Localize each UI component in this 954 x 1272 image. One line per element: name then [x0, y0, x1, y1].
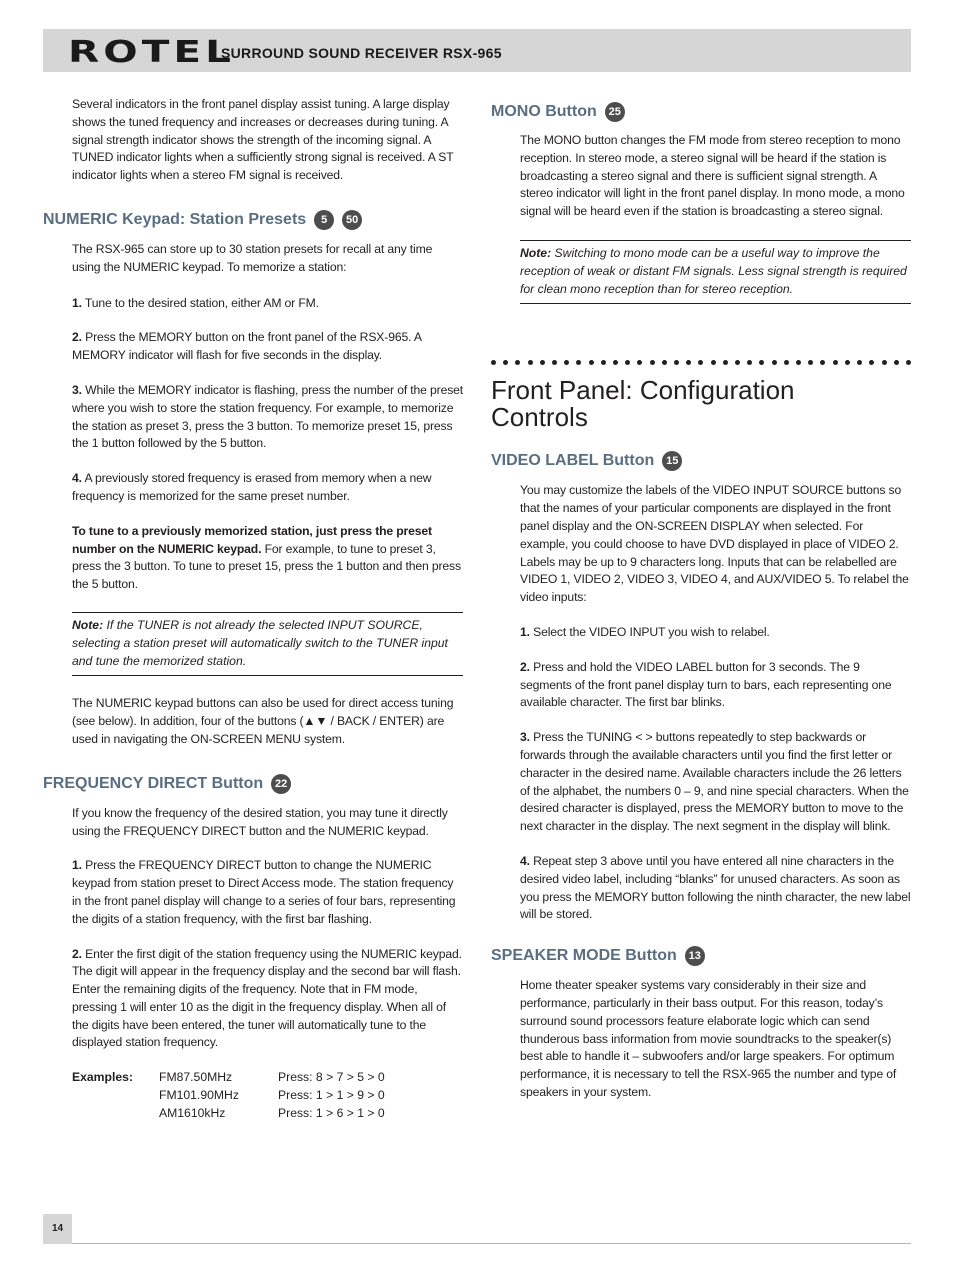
- step-number: 4.: [72, 471, 82, 486]
- step-text: Repeat step 3 above until you have entered all nine characters in the desired video label, including “blanks” for unused characters. As soon as you press the MEMORY button following the ninth character, the new label will be stored.: [520, 853, 911, 922]
- step-number: 3.: [520, 730, 530, 745]
- example-press: Press: 1 > 1 > 9 > 0: [278, 1088, 385, 1103]
- step-text: Press the TUNING < > buttons repeatedly to step backwards or forwards through the available characters until you find the first letter or character in the desired name. Available characters include the 26 letters of the alphabet, the numbers 0 – 9, and nine special characters. When the desired character is displayed, press the MEMORY button to move to the next character in the display. The next segment in the display will blink.: [520, 730, 909, 834]
- callout-badge: 50: [342, 210, 362, 230]
- example-press: Press: 8 > 7 > 5 > 0: [278, 1070, 385, 1085]
- step-number: 1.: [520, 624, 530, 639]
- numeric-note: [72, 612, 463, 676]
- mono-heading: [491, 102, 911, 122]
- step-number: 2.: [72, 946, 82, 961]
- speaker-heading-text: SPEAKER MODE Button: [491, 947, 677, 965]
- callout-badge: 25: [605, 102, 625, 122]
- rotel-logo: ROTEL: [68, 35, 235, 70]
- speaker-text: Home theater speaker systems vary considerably in their size and performance, particularly in their bass output. For this reason, today’s surround sound processors feature elaborate logic which can send thunderous bass information from movie soundtracks to the speaker(s) best able to handle it – subwoofers and/or large speakers. For optimum performance, it is necessary to tell the RSX-965 the number and type of speakers in your system.: [520, 978, 897, 1099]
- numeric-step: [72, 295, 463, 313]
- step-text: Select the VIDEO INPUT you wish to relabel.: [533, 624, 770, 639]
- numeric-step: [72, 329, 463, 365]
- video-step: [520, 853, 911, 924]
- speaker-heading: [491, 946, 911, 966]
- step-number: 1.: [72, 295, 82, 310]
- freq-heading: [43, 774, 463, 794]
- recall-text: For example, to tune to preset 3, press the 3 button. To tune to preset 15, press the 1 button and then press the 5 button.: [72, 541, 461, 592]
- recall-bold: To tune to a previously memorized station, just press the preset number on the NUMERIC keypad.: [72, 523, 432, 556]
- page-number: 14: [51, 1223, 64, 1234]
- example-row: [72, 1069, 385, 1087]
- footer-rule: [72, 1243, 911, 1244]
- freq-step: [72, 857, 463, 928]
- numeric-heading: [43, 210, 463, 230]
- step-text: Press and hold the VIDEO LABEL button for 3 seconds. The 9 segments of the front panel display turn to bars, each representing one available character. The first bar blinks.: [520, 659, 892, 710]
- callout-badge: 15: [662, 451, 682, 471]
- video-heading: [491, 451, 911, 471]
- header-title: SURROUND SOUND RECEIVER RSX-965: [221, 45, 502, 61]
- note-text: If the TUNER is not already the selected INPUT SOURCE, selecting a station preset will automatically switch to the TUNER input and tune the memorized station.: [72, 617, 448, 668]
- tuning-intro: Several indicators in the front panel display assist tuning. A large display shows the tuned frequency and increases or decreases during tuning. A signal strength indicator shows the strength of the incoming signal. A TUNED indicator lights when a sufficiently strong signal is received. A ST indicator lights when a stereo FM signal is received.: [72, 97, 454, 183]
- step-text: Press the FREQUENCY DIRECT button to change the NUMERIC keypad from station preset to Direct Access mode. The station frequency in the front panel display will change to a series of four bars, representing the digits of a station frequency, with the first bar flashing.: [72, 858, 456, 926]
- example-press: Press: 1 > 6 > 1 > 0: [278, 1105, 385, 1120]
- left-column: [43, 96, 463, 1123]
- numeric-intro: The RSX-965 can store up to 30 station presets for recall at any time using the NUMERIC keypad. To memorize a station:: [72, 241, 433, 274]
- video-step: [520, 659, 911, 712]
- numeric-heading-text: NUMERIC Keypad: Station Presets: [43, 210, 307, 228]
- callout-badge: 13: [685, 946, 705, 966]
- freq-intro: If you know the frequency of the desired station, you may tune it directly using the FREQUENCY DIRECT button and the NUMERIC keypad.: [72, 805, 448, 838]
- examples-table: [72, 1069, 463, 1122]
- example-freq: FM87.50MHz: [159, 1070, 233, 1085]
- step-number: 4.: [520, 853, 530, 868]
- right-column: [491, 96, 911, 1102]
- mono-note: [520, 240, 911, 304]
- note-label: Note:: [520, 245, 552, 260]
- example-freq: FM101.90MHz: [159, 1088, 239, 1103]
- step-number: 3.: [72, 382, 82, 397]
- freq-heading-text: FREQUENCY DIRECT Button: [43, 774, 264, 792]
- note-text: Switching to mono mode can be a useful way to improve the reception of weak or distant FM signals. Less signal strength is required for clean mono reception than for stereo reception.: [520, 245, 907, 296]
- callout-badge: 22: [271, 774, 291, 794]
- step-text: While the MEMORY indicator is flashing, press the number of the preset where you wish to store the station frequency. For example, to memorize the station as preset 3, press the 3 button. To memorize preset 15, press the 1 button followed by the 5 button.: [72, 382, 464, 451]
- video-step: [520, 729, 911, 836]
- step-number: 2.: [520, 659, 530, 674]
- numeric-after-note: The NUMERIC keypad buttons can also be used for direct access tuning (see below). In addition, four of the buttons (▲▼ / BACK / ENTER) are used in navigating the ON-SCREEN MENU system.: [72, 696, 454, 746]
- freq-step: [72, 946, 463, 1053]
- step-number: 1.: [72, 858, 82, 873]
- example-freq: AM1610kHz: [159, 1105, 226, 1120]
- dotted-divider: [491, 360, 911, 368]
- examples-label: Examples:: [72, 1070, 133, 1085]
- recall-paragraph: [72, 523, 463, 594]
- header-bar: [43, 29, 911, 72]
- numeric-step: [72, 382, 463, 453]
- page-number-box: [43, 1214, 72, 1244]
- step-number: 2.: [72, 330, 82, 345]
- step-text: A previously stored frequency is erased from memory when a new frequency is memorized for the same preset number.: [72, 471, 432, 503]
- example-row: [72, 1105, 385, 1123]
- numeric-step: [72, 470, 463, 506]
- mono-text: The MONO button changes the FM mode from stereo reception to mono reception. In stereo mode, a stereo signal will be heard if the station is broadcasting a stereo signal and there is sufficient signal strength. A stereo indicator will light in the front panel display. In mono mode, a mono signal will be heard even if the station is broadcasting a stereo signal.: [520, 133, 905, 219]
- step-text: Tune to the desired station, either AM or FM.: [84, 295, 319, 310]
- section-title: Front Panel: Configuration Controls: [491, 375, 795, 433]
- step-text: Press the MEMORY button on the front panel of the RSX-965. A MEMORY indicator will flash for five seconds in the display.: [72, 330, 422, 363]
- example-row: [72, 1087, 385, 1105]
- video-intro: You may customize the labels of the VIDEO INPUT SOURCE buttons so that the names of your particular components are displayed in the front panel display and the ON-SCREEN DISPLAY when selected. For example, you could choose to have DVD displayed in place of VIDEO 2. Labels may be up to 9 characters long. Inputs that can be relabelled are VIDEO 1, VIDEO 2, VIDEO 3, VIDEO 4, and AUX/VIDEO 5. To relabel the video inputs:: [520, 483, 909, 605]
- callout-badge: 5: [314, 210, 334, 230]
- step-text: Enter the first digit of the station frequency using the NUMERIC keypad. The digit will appear in the frequency display and the second bar will flash. Enter the remaining digits of the frequency. Note that in FM mode, pressing 1 will enter 10 as the digit in the frequency display. When all of the digits have been entered, the tuner will automatically tune to the displayed station frequency.: [72, 946, 462, 1050]
- note-label: Note:: [72, 617, 104, 632]
- video-step: [520, 624, 911, 642]
- mono-heading-text: MONO Button: [491, 103, 597, 120]
- video-heading-text: VIDEO LABEL Button: [491, 452, 655, 470]
